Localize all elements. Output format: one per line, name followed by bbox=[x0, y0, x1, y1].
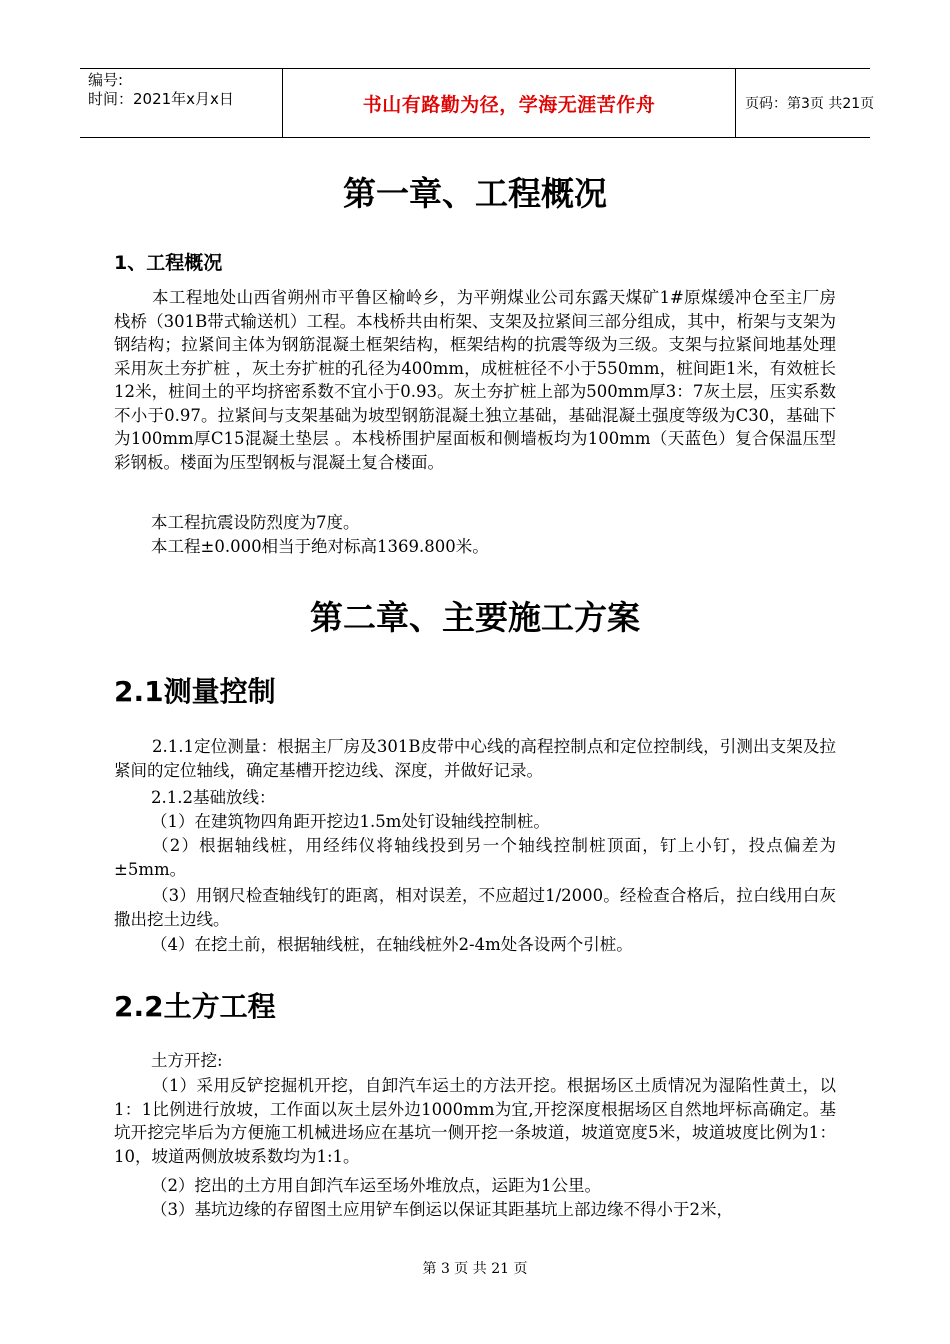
page-header bbox=[80, 68, 875, 138]
time-label: 时间：2021年x月x日 bbox=[88, 90, 234, 108]
header-meta bbox=[80, 69, 282, 137]
chapter1-paragraph-2: 本工程抗震设防烈度为7度。 bbox=[151, 513, 360, 532]
section-2-1-p5: （3）用钢尺检查轴线钉的距离，相对误差，不应超过1/2000。经检查合格后，拉白线用白灰撒出挖土边线。 bbox=[114, 886, 836, 929]
section-2-2-title: 2.2土方工程 bbox=[114, 990, 276, 1023]
chapter1-paragraph-3: 本工程±0.000相当于绝对标高1369.800米。 bbox=[151, 537, 489, 556]
section-2-1-p1: 2.1.1定位测量：根据主厂房及301B皮带中心线的高程控制点和定位控制线，引测出支架及拉紧间的定位轴线，确定基槽开挖边线、深度，并做好记录。 bbox=[114, 737, 836, 780]
section-2-2-p3: （2）挖出的土方用自卸汽车运至场外堆放点，运距为1公里。 bbox=[151, 1176, 601, 1195]
chapter1-paragraph-1: 本工程地处山西省朔州市平鲁区榆岭乡，为平朔煤业公司东露天煤矿1#原煤缓冲仓至主厂房栈桥（301B带式输送机）工程。本栈桥共由桁架、支架及拉紧间三部分组成，其中，桁架与支架为钢结构；拉紧间主体为钢筋混凝土框架结构，框架结构的抗震等级为三级。支架与拉紧间地基处理采用灰土夯扩桩 ，灰土夯扩桩的孔径为400mm，成桩桩径不小于550mm，桩间距1米，有效桩长12米，桩间土的平均挤密系数不宜小于0.93。灰土夯扩桩上部为500mm厚3：7灰土层，压实系数不小于0.97。拉紧间与支架基础为坡型钢筋混凝土独立基础，基础混凝土强度等级为C30，基础下为100mm厚C15混凝土垫层 。本栈桥围护屋面板和侧墙板均为100mm（天蓝色）复合保温压型彩钢板。楼面为压型钢板与混凝土复合楼面。 bbox=[114, 288, 836, 472]
header-motto: 书山有路勤为径，学海无涯苦作舟 bbox=[362, 93, 656, 116]
section-2-1-p3: （1）在建筑物四角距开挖边1.5m处钉设轴线控制桩。 bbox=[151, 812, 550, 831]
section-2-2-p1: 土方开挖: bbox=[151, 1051, 223, 1070]
page-footer: 第 3 页 共 21 页 bbox=[422, 1261, 528, 1277]
chapter1-title: 第一章、工程概况 bbox=[343, 174, 607, 213]
section-2-2-p2: （1）采用反铲挖掘机开挖，自卸汽车运土的方法开挖。根据场区土质情况为湿陷性黄土，以1：1比例进行放坡，工作面以灰土层外边1000mm为宜,开挖深度根据场区自然地坪标高确定。基坑开挖完毕后为方便施工机械进场应在基坑一侧开挖一条坡道，坡道宽度5米，坡道坡度比例为1：10，坡道两侧放坡系数均为1:1。 bbox=[114, 1076, 836, 1166]
chapter2-title: 第二章、主要施工方案 bbox=[310, 598, 640, 637]
section-2-1-p6: （4）在挖土前，根据轴线桩，在轴线桩外2-4m处各设两个引桩。 bbox=[151, 935, 633, 954]
header-page-info: 页码：第3页 共21页 bbox=[745, 96, 875, 112]
section-2-1-p2: 2.1.2基础放线： bbox=[151, 788, 276, 807]
number-label: 编号: bbox=[88, 71, 124, 89]
section-1-title: 1、工程概况 bbox=[114, 252, 223, 274]
header-motto-cell bbox=[282, 69, 736, 137]
section-2-2-p4: （3）基坑边缘的存留图土应用铲车倒运以保证其距基坑上部边缘不得小于2米， bbox=[151, 1200, 733, 1219]
section-2-1-p4: （2）根据轴线桩，用经纬仪将轴线投到另一个轴线控制桩顶面，钉上小钉，投点偏差为±5mm。 bbox=[114, 836, 836, 879]
section-2-1-title: 2.1测量控制 bbox=[114, 675, 276, 708]
